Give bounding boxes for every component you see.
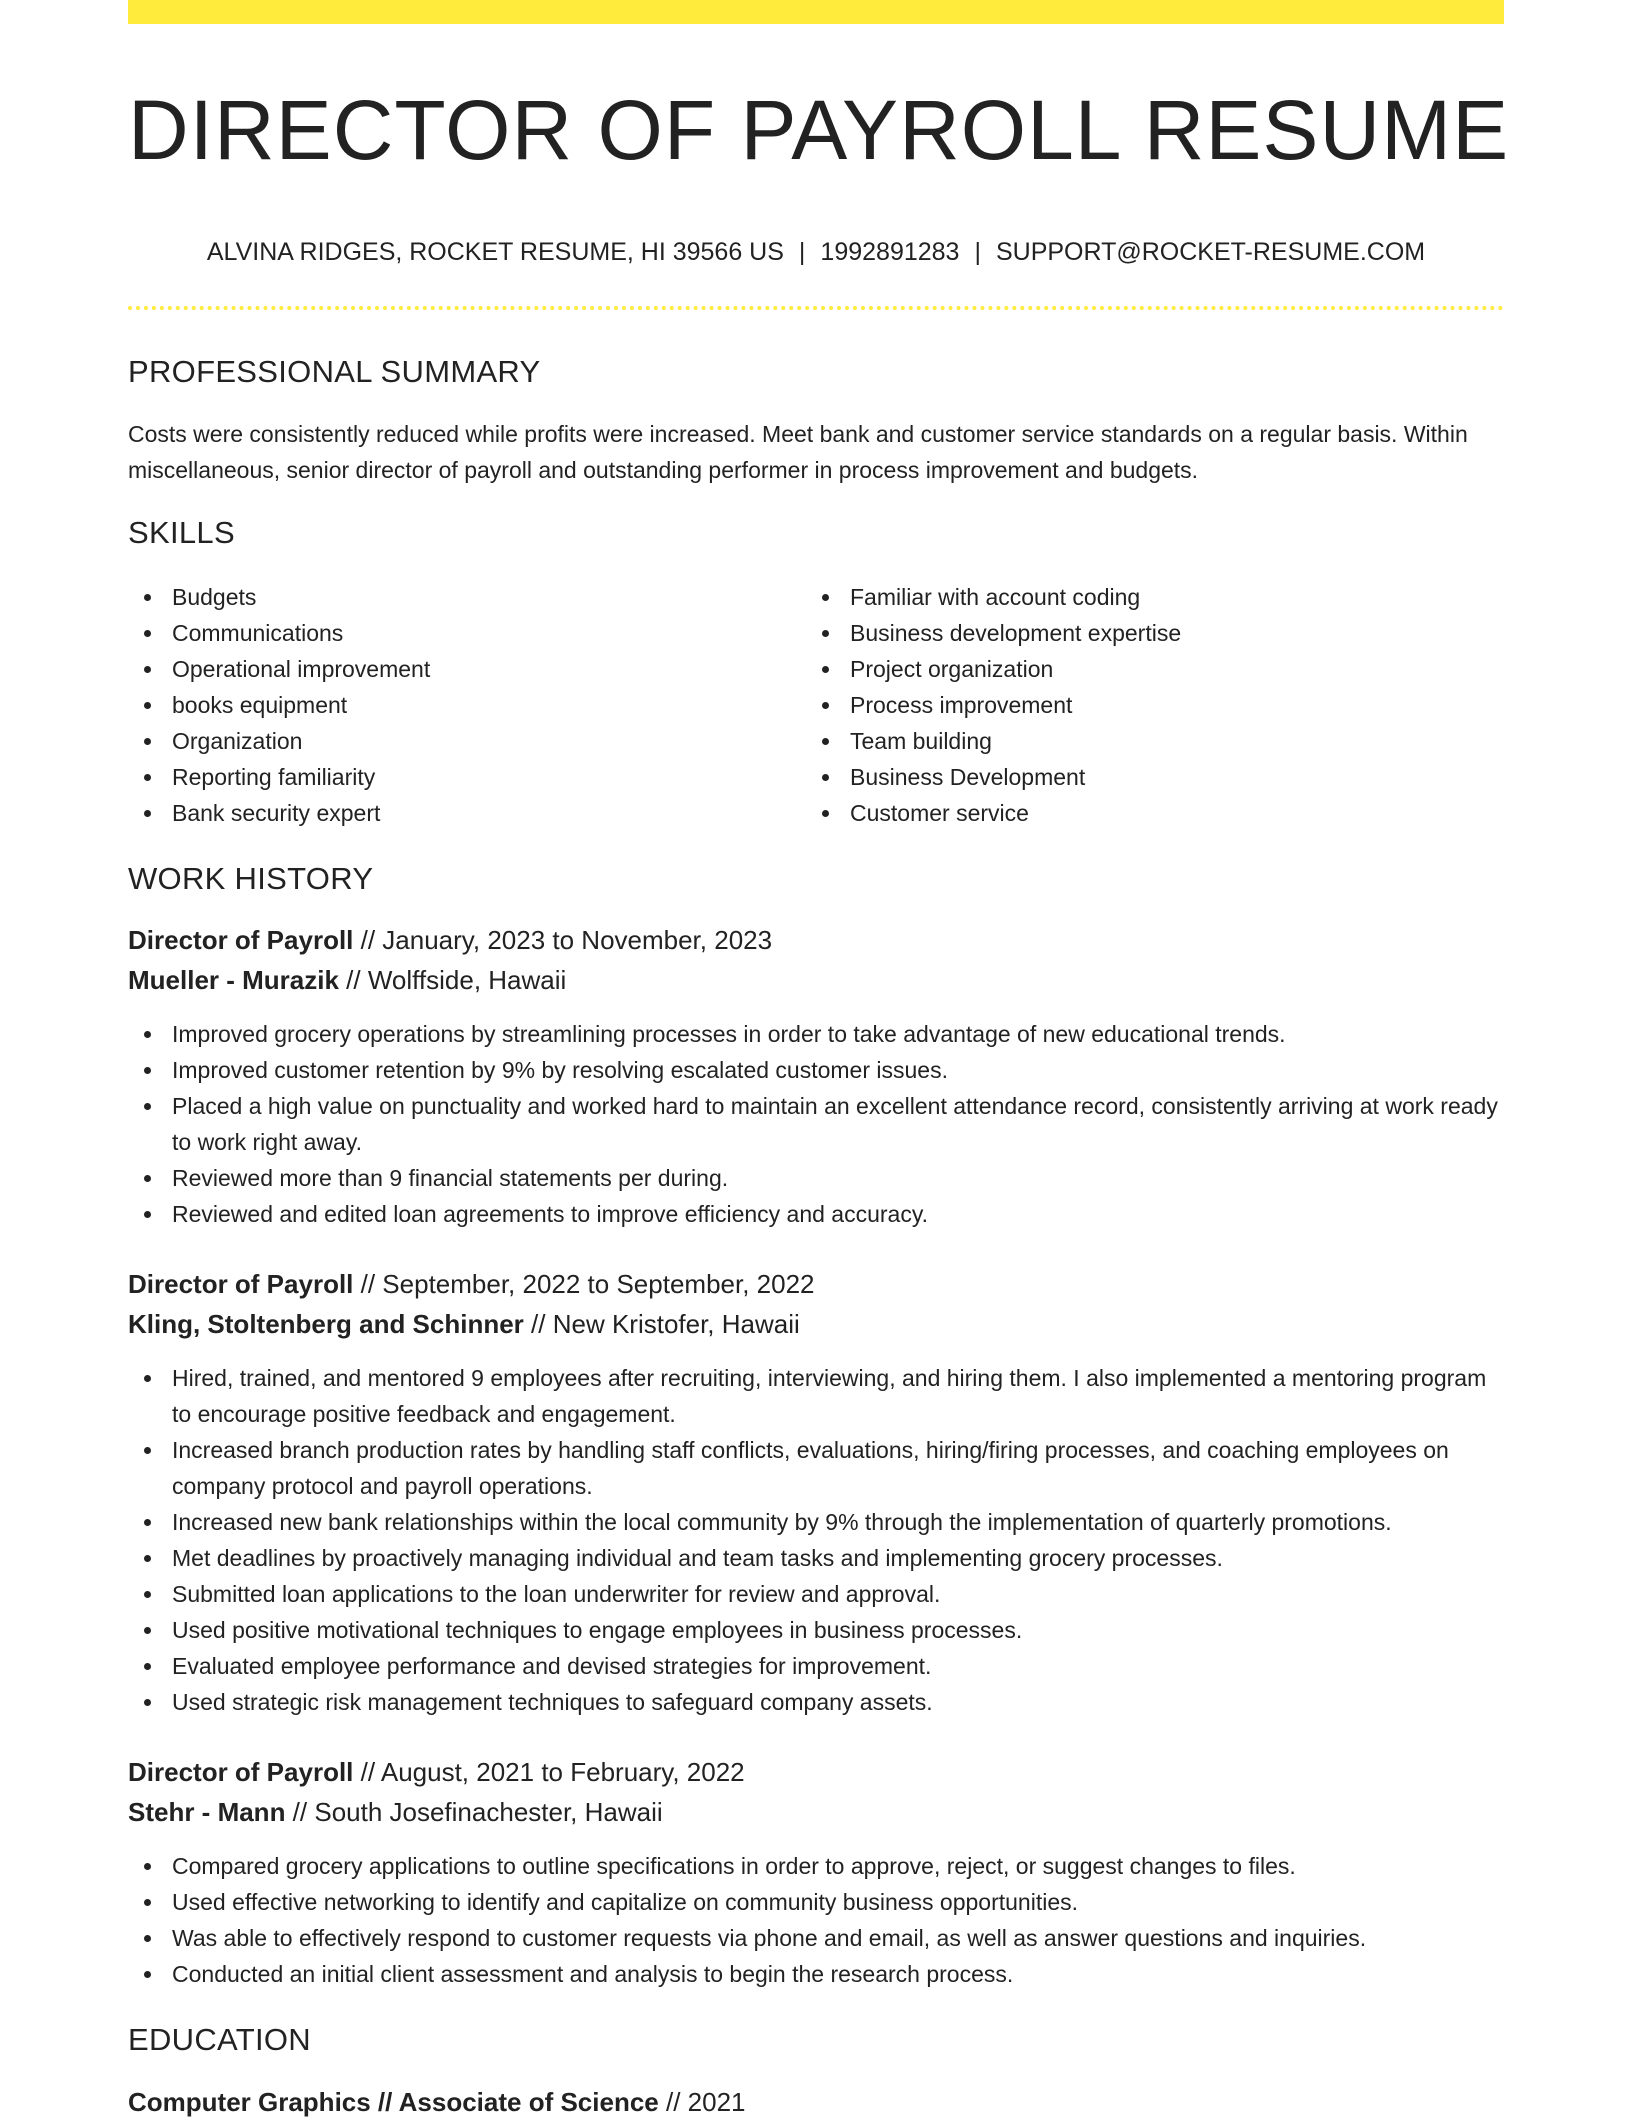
skill-item: Operational improvement	[128, 651, 788, 687]
summary-text: Costs were consistently reduced while profits were increased. Meet bank and customer service standards on a regular basis. Within miscellaneous, senior director of payroll and outstanding performer in process improvement and budgets.	[128, 421, 1468, 483]
job-company: Kling, Stoltenberg and Schinner	[128, 1309, 524, 1339]
work-history-heading: WORK HISTORY	[128, 861, 374, 896]
education-heading: EDUCATION	[128, 2022, 311, 2057]
skill-item: Bank security expert	[128, 795, 788, 831]
skills-list-right	[806, 579, 1466, 831]
skill-item: books equipment	[128, 687, 788, 723]
job-bullet: Compared grocery applications to outline specifications in order to approve, reject, or suggest changes to files.	[128, 1848, 1504, 1884]
skills-list-left	[128, 579, 788, 831]
job-bullet: Conducted an initial client assessment and analysis to begin the research process.	[128, 1956, 1504, 1992]
contact-separator: |	[798, 238, 806, 266]
job-bullet: Improved grocery operations by streamlining processes in order to take advantage of new educational trends.	[128, 1016, 1504, 1052]
job-title-line	[128, 920, 772, 960]
job-bullet: Evaluated employee performance and devised strategies for improvement.	[128, 1648, 1504, 1684]
skills-heading: SKILLS	[128, 515, 235, 550]
job-bullet: Used effective networking to identify and capitalize on community business opportunities.	[128, 1884, 1504, 1920]
job-bullets	[128, 1016, 1504, 1232]
skill-item: Familiar with account coding	[806, 579, 1466, 615]
job-bullet: Hired, trained, and mentored 9 employees after recruiting, interviewing, and hiring them. I also implemented a mentoring program to encourage positive feedback and engagement.	[128, 1360, 1504, 1432]
job-dates: // January, 2023 to November, 2023	[353, 925, 773, 955]
job-bullet: Reviewed more than 9 financial statements per during.	[128, 1160, 1504, 1196]
skill-item: Business Development	[806, 759, 1466, 795]
job-title-line	[128, 1752, 745, 1792]
skill-item: Customer service	[806, 795, 1466, 831]
job-company-line	[128, 1304, 800, 1344]
job-bullet: Reviewed and edited loan agreements to improve efficiency and accuracy.	[128, 1196, 1504, 1232]
job-bullet: Increased new bank relationships within the local community by 9% through the implementation of quarterly promotions.	[128, 1504, 1504, 1540]
skill-item: Communications	[128, 615, 788, 651]
job-title: Director of Payroll	[128, 1269, 354, 1299]
job-dates: // September, 2022 to September, 2022	[353, 1269, 815, 1299]
education-degree: Computer Graphics // Associate of Science	[128, 2087, 659, 2117]
job-title: Director of Payroll	[128, 925, 354, 955]
skill-item: Team building	[806, 723, 1466, 759]
resume-title: DIRECTOR OF PAYROLL RESUME	[128, 83, 1510, 177]
job-title: Director of Payroll	[128, 1757, 354, 1787]
skill-item: Project organization	[806, 651, 1466, 687]
skill-item: Budgets	[128, 579, 788, 615]
job-company: Mueller - Murazik	[128, 965, 339, 995]
education-year: // 2021	[658, 2087, 746, 2117]
skill-item: Process improvement	[806, 687, 1466, 723]
job-bullet: Used positive motivational techniques to engage employees in business processes.	[128, 1612, 1504, 1648]
job-title-line	[128, 1264, 815, 1304]
contact-email: SUPPORT@ROCKET-RESUME.COM	[995, 238, 1426, 266]
contact-phone: 1992891283	[820, 238, 960, 266]
contact-address: ALVINA RIDGES, ROCKET RESUME, HI 39566 US	[206, 238, 784, 266]
skill-item: Reporting familiarity	[128, 759, 788, 795]
job-company-line	[128, 1792, 663, 1832]
job-bullet: Placed a high value on punctuality and worked hard to maintain an excellent attendance record, consistently arriving at work ready to work right away.	[128, 1088, 1504, 1160]
contact-line	[128, 238, 1504, 267]
job-bullets	[128, 1848, 1504, 1992]
education-line	[128, 2082, 746, 2122]
job-dates: // August, 2021 to February, 2022	[353, 1757, 745, 1787]
contact-separator: |	[974, 238, 981, 266]
summary-heading: PROFESSIONAL SUMMARY	[128, 354, 541, 389]
top-accent-bar	[128, 0, 1504, 24]
job-bullet: Submitted loan applications to the loan underwriter for review and approval.	[128, 1576, 1504, 1612]
job-company: Stehr - Mann	[128, 1797, 286, 1827]
skill-item: Business development expertise	[806, 615, 1466, 651]
job-location: // South Josefinachester, Hawaii	[285, 1797, 663, 1827]
job-location: // New Kristofer, Hawaii	[523, 1309, 800, 1339]
job-bullet: Met deadlines by proactively managing individual and team tasks and implementing grocery processes.	[128, 1540, 1504, 1576]
skill-item: Organization	[128, 723, 788, 759]
dotted-divider	[128, 306, 1504, 310]
job-company-line	[128, 960, 566, 1000]
job-bullet: Used strategic risk management techniques to safeguard company assets.	[128, 1684, 1504, 1720]
job-bullet: Improved customer retention by 9% by resolving escalated customer issues.	[128, 1052, 1504, 1088]
job-bullet: Was able to effectively respond to customer requests via phone and email, as well as answer questions and inquiries.	[128, 1920, 1504, 1956]
job-bullets	[128, 1360, 1504, 1720]
job-bullet: Increased branch production rates by handling staff conflicts, evaluations, hiring/firing processes, and coaching employees on company protocol and payroll operations.	[128, 1432, 1504, 1504]
job-location: // Wolffside, Hawaii	[338, 965, 567, 995]
